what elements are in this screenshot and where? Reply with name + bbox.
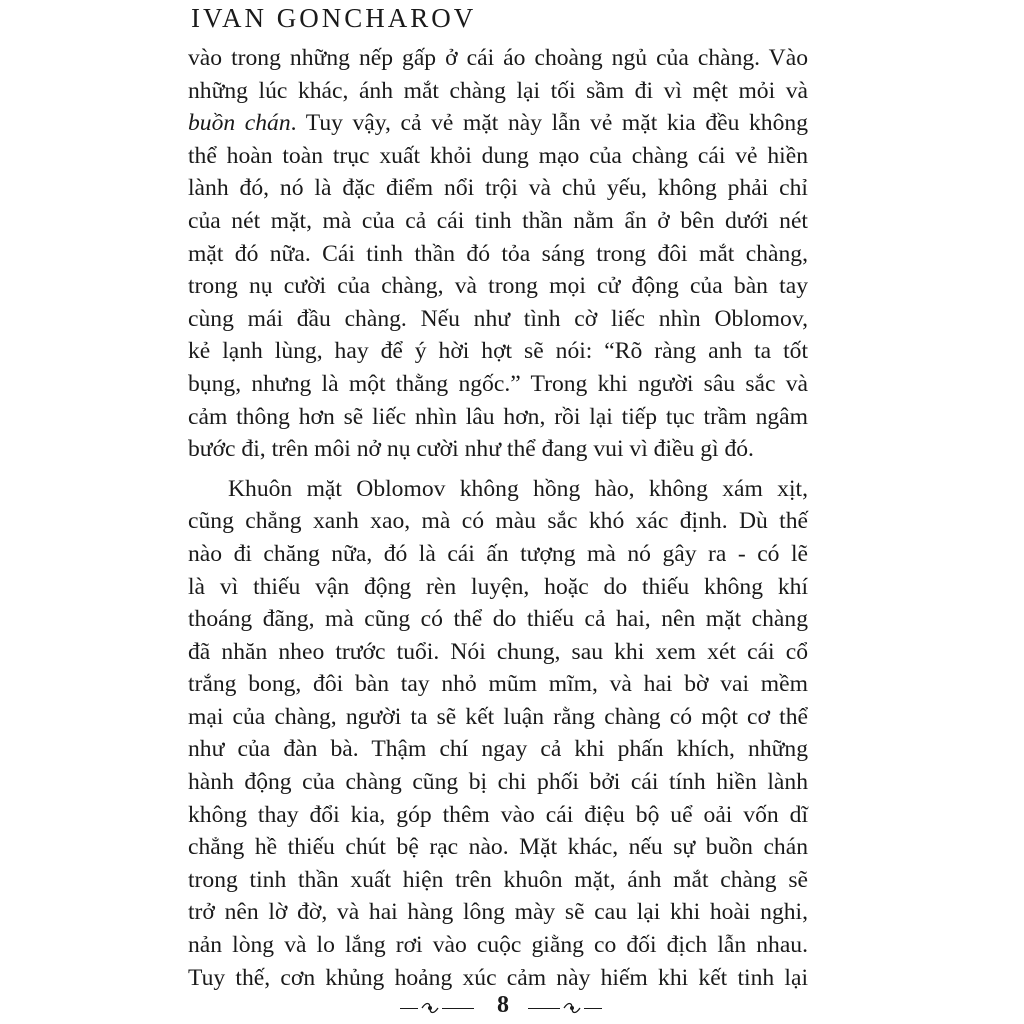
text-line: lành đó, nó là đặc điểm nổi trội và chủ yếu, không phải chỉ [188,175,808,202]
footer-rule-left-inner [442,1008,474,1009]
text-line: nào đi chăng nữa, đó là cái ấn tượng mà nó gây ra - có lẽ [188,540,808,567]
text-line [188,107,808,140]
page-number: 8 [497,992,509,1018]
text-line: như của đàn bà. Thậm chí ngay cả khi phấn khích, những [188,736,808,763]
fleuron-ornament-icon [562,999,582,1017]
text-line: kẻ lạnh lùng, hay để ý hời hợt sẽ nói: “Rõ ràng anh ta tốt [188,338,808,365]
text-line: của nét mặt, mà của cả cái tinh thần nằm ẩn ở bên dưới nét [188,207,808,234]
text-line: chẳng hề thiếu chút bệ rạc nào. Mặt khác, nếu sự buồn chán [188,834,808,861]
text-line: bụng, nhưng là một thằng ngốc.” Trong khi người sâu sắc và [188,370,808,397]
text-line: mại của chàng, người ta sẽ kết luận rằng chàng có một cơ thể [188,703,808,730]
footer-rule-right-inner [528,1008,560,1009]
text-line: cũng chẳng xanh xao, mà có màu sắc khó xác định. Dù thế [188,508,808,535]
paragraph-2 [188,473,808,995]
text-line: trắng bong, đôi bàn tay nhỏ mũm mĩm, và hai bờ vai mềm [188,671,808,698]
text-line: Tuy thế, cơn khủng hoảng xúc cảm này hiếm khi kết tinh lại [188,964,808,991]
fleuron-ornament-icon [420,999,440,1017]
text-line: thể hoàn toàn trục xuất khỏi dung mạo của chàng cái vẻ hiền [188,142,808,169]
text-line: vào trong những nếp gấp ở cái áo choàng ngủ của chàng. Vào [188,45,808,71]
text-line: hành động của chàng cũng bị chi phối bởi cái tính hiền lành [188,769,808,796]
body-text [188,42,808,994]
text-line: không thay đổi kia, góp thêm vào cái điệu bộ uể oải vốn dĩ [188,801,808,828]
text-line: trong tinh thần xuất hiện trên khuôn mặt, ánh mắt chàng sẽ [188,866,808,893]
text-line: bước đi, trên môi nở nụ cười như thể đang vui vì điều gì đó. [188,436,754,463]
text-line: thoáng đãng, mà cũng có thể do thiếu cả hai, nên mặt chàng [188,606,808,633]
footer-rule-left-outer [400,1008,418,1009]
text-line: những lúc khác, ánh mắt chàng lại tối sầm đi vì mệt mỏi và [188,77,808,104]
page-footer [0,988,1024,1024]
text-line: cùng mái đầu chàng. Nếu như tình cờ liếc nhìn Oblomov, [188,305,808,332]
italic-phrase: buồn chán [188,110,291,137]
running-head: IVAN GONCHAROV [191,3,477,33]
paragraph-1 [188,42,808,466]
text-line: Khuôn mặt Oblomov không hồng hào, không xám xịt, [228,475,808,502]
text-line-rest: . Tuy vậy, cả vẻ mặt này lẫn vẻ mặt kia đều không [290,110,808,137]
text-line: trở nên lờ đờ, và hai hàng lông mày sẽ cau lại khi hoài nghi, [188,899,808,926]
text-line: cảm thông hơn sẽ liếc nhìn lâu hơn, rồi lại tiếp tục trầm ngâm [188,403,808,430]
text-line: trong nụ cười của chàng, và trong mọi cử động của bàn tay [188,273,808,300]
text-line: mặt đó nữa. Cái tinh thần đó tỏa sáng trong đôi mắt chàng, [188,240,808,267]
footer-rule-right-outer [584,1008,602,1009]
text-line: là vì thiếu vận động rèn luyện, hoặc do thiếu không khí [188,573,808,600]
text-line: đã nhăn nheo trước tuổi. Nói chung, sau khi xem xét cái cổ [188,638,808,665]
text-line: nản lòng và lo lắng rơi vào cuộc giằng co đối địch lẫn nhau. [188,932,808,959]
